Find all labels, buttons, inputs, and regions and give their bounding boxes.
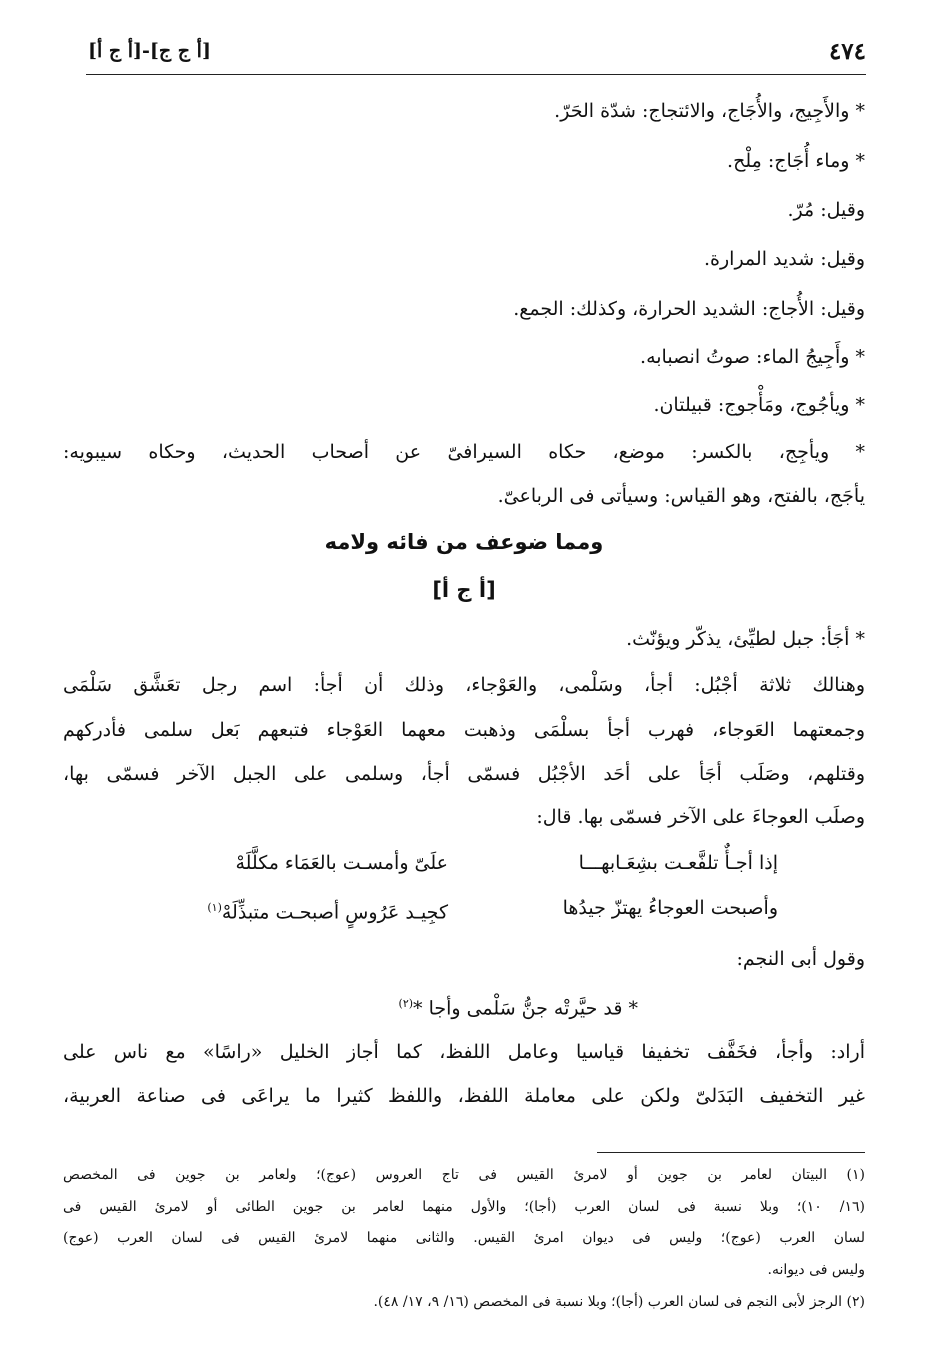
text-line: * والأَجِيج، والأُجَاج، والائتجاج: شدّة الحَرّ. <box>554 100 865 122</box>
footnote-line: (١٦/ ١٠)؛ وبلا نسبة فى لسان العرب (أجا)؛ والأول منهما لعامر بن جوين الطائى أو لامرئ القيس فى <box>63 1199 865 1215</box>
page-number: ٤٧٤ <box>828 38 866 65</box>
text-line: أراد: وأجأ، فخَفَّف تخفيفا قياسيا وعامل اللفظ، كما أجاز الخليل «راسًا» مع ناس على <box>63 1041 865 1063</box>
text-line: يأجَج، بالفتح، وهو القياس: وسيأتى فى الرباعىّ. <box>497 485 865 507</box>
text-line: غير التخفيف البَدَلىّ ولكن على معاملة اللفظ، واللفظ كثيرا ما يراعَى فى صناعة العربية، <box>63 1085 865 1107</box>
footnote-ref: (٢) <box>398 997 414 1010</box>
text-line: وقيل: مُرّ. <box>787 199 865 221</box>
text-line: وجمعتهما العَوجاء، فهرب أجأ بسلْمَى وذهبت معهما العَوْجاء فتبعهم بَعل سلمى فأدركهم <box>63 719 865 741</box>
verse-second-hemistich <box>207 893 448 927</box>
footnote-ref: (١) <box>207 901 222 914</box>
verse-text: كجِيـد عَرُوسٍ أصبحـت متبذِّلَهْ <box>221 901 448 924</box>
text-line: * ويأجِج، بالكسر: موضع، حكاه السيرافىّ عن أصحاب الحديث، وحكاه سيبويه: <box>63 441 865 463</box>
quote-text: * قد حيَّرتْه جنُّ سَلْمى وأجا * <box>413 997 638 1020</box>
rajaz-quote <box>399 989 638 1023</box>
text-line: وهنالك ثلاثة أجْبُل: أجأ، وسَلْمى، والعَوْجاء، وذلك أن أجأ: اسم رجل تعَشَّق سَلْمَى <box>63 674 865 696</box>
root-range: [أ ج ج]-[أ ج أ] <box>88 40 211 62</box>
verse-first-hemistich: وأصبحت العوجاءُ يهتزّ جيدُها <box>562 897 778 919</box>
text-line: وقيل: الأُجاج: الشديد الحرارة، وكذلك: الجمع. <box>513 298 865 320</box>
root-heading: [أ ج أ] <box>432 578 496 602</box>
text-line: وصلَب العوجاءَ على الآخر فسمّى بها. قال: <box>536 806 865 828</box>
text-line: * أجَأ: جبل لطيِّئ، يذكّر ويؤنّث. <box>626 628 865 650</box>
header-rule <box>86 74 866 75</box>
text-line: * وأَجِيجُ الماء: صوتُ انصبابه. <box>640 346 865 368</box>
verse-second-hemistich: علَىّ وأمسـت بالعَمَاء مكلَّلَهْ <box>235 852 448 874</box>
footnote-line: (١) البيتان لعامر بن جوين أو لامرئ القيس فى تاج العروس (عوج)؛ ولعامر بن جوين فى المخصص <box>63 1167 865 1183</box>
text-line: * ويأجُوج، ومَأْجوج: قبيلتان. <box>653 394 865 416</box>
footnote-rule <box>597 1152 865 1153</box>
quote-intro: وقول أبى النجم: <box>736 948 865 970</box>
footnote-line: وليس فى ديوانه. <box>767 1262 865 1278</box>
section-heading: ومما ضوعف من فائه ولامه <box>324 530 604 554</box>
text-line: وقتلهم، وصَلَب أجَأ على أحَد الأجْبُل فسمّى أجأ، وسلمى على الجبل الآخر فسمّى بها، <box>63 763 865 785</box>
text-line: وقيل: شديد المرارة. <box>704 248 865 270</box>
footnote-line: لسان العرب (عوج)؛ وليس فى ديوان امرئ القيس. والثانى منهما لامرئ القيس فى لسان العرب (عوج) <box>63 1230 865 1246</box>
footnote-line: (٢) الرجز لأبى النجم فى لسان العرب (أجا)؛ وبلا نسبة فى المخصص (١٦/ ٩، ١٧/ ٤٨). <box>373 1294 865 1310</box>
text-line: * وماء أُجَاج: مِلْح. <box>727 150 865 172</box>
verse-first-hemistich: إذا أجـأٌ تلفَّعـت بشِعَـابهـــا <box>578 852 778 874</box>
